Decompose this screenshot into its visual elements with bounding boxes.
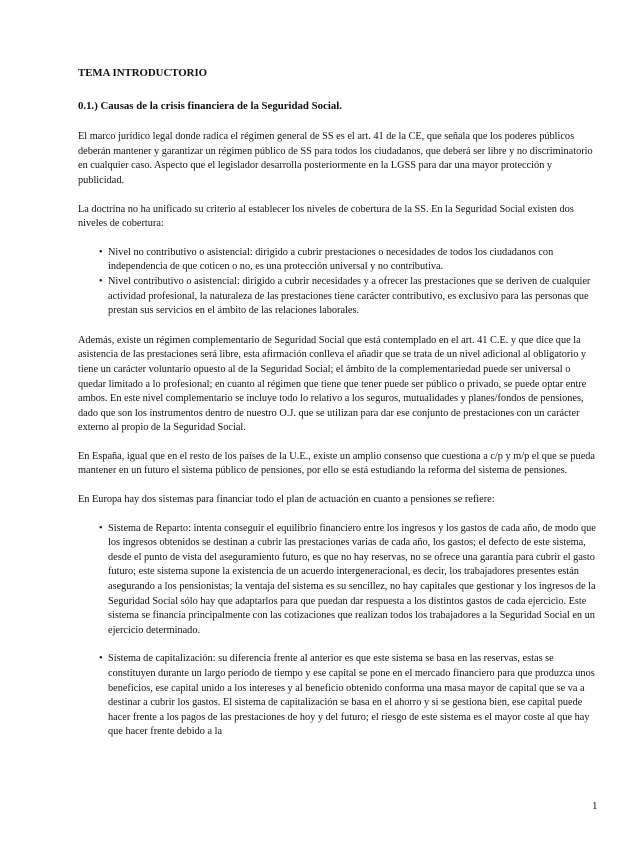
list-item-text: Nivel contributivo o asistencial: dirigido a cubrir necesidades y a ofrecer las prestaciones que se deriven de cualquier actividad profesional, la naturaleza de las prestaciones tiene carácter contributivo, es exclusivo para las personas que prestan sus servicios en el ámbito de las relaciones laborales. [108,275,591,317]
paragraph-spain-consensus: En España, igual que en el resto de los países de la U.E., existe un amplio consenso que cuestiona a c/p y m/p el que se pueda mantener en un futuro el sistema público de pensiones, por ello se está estudiando la reforma del sistema de pensiones. [78,450,595,477]
list-item [99,275,598,319]
list-item-text: Sistema de capitalización: su diferencia frente al anterior es que este sistema se basa en las reservas, estas se constituyen durante un largo período de tiempo y ese capital se pone en el mercado financiero para que produzca unos beneficios, ese capital unido a los intereses y al beneficio obtenido conforma una masa mayor de capital que se va a destinar a cubrir los gastos. El sistema de capitalización se basa en el ahorro y si se gestiona bien, ese capital puede hacer frente a los pagos de las prestaciones de hoy y del futuro; el riesgo de este sistema es el mayor coste al que hay que hacer frente debido a la [108,653,595,738]
bullet-icon: • [99,275,103,287]
list-item [99,522,598,639]
financing-systems-list [78,522,598,740]
paragraph-coverage-intro: La doctrina no ha unificado su criterio al establecer los niveles de cobertura de la SS. En la Seguridad Social existen dos niveles de cobertura: [78,203,574,230]
paragraph-legal-framework: El marco jurídico legal donde radica el régimen general de SS es el art. 41 de la CE, que señala que los poderes públicos deberán mantener y garantizar un régimen público de SS para todos los ciudadanos, que deberá ser libre y no discriminatorio en cualquier caso. Aspecto que el legislador desarrolla posteriormente en la LGSS para dar una mayor protección y publicidad. [78,131,593,186]
document-title: TEMA INTRODUCTORIO [78,67,208,79]
bullet-icon: • [99,246,103,258]
paragraph-complementary-regime: Además, existe un régimen complementario de Seguridad Social que está contemplado en el art. 41 C.E. y que dice que la asistencia de las prestaciones será libre, esta afirmación conlleva el añadir que se trata de un nivel adicional al obligatorio y tiene un carácter voluntario opuesto al de la Seguridad Social; el ámbito de la complementariedad puede ser universal o quedar limitado a lo profesional; en cuanto al régimen que tiene que tener puede ser público o privado, se puede optar entre ambos. En este nivel complementario se incluye todo lo relativo a los seguros, mutualidades y planes/fondos de pensiones, dado que son los instrumentos dentro de nuestro O.J. que se utilizan para dar ese conjunto de prestaciones con un carácter externo al propio de la Seguridad Social. [78,334,587,434]
coverage-levels-list [78,246,598,319]
bullet-icon: • [99,653,103,665]
list-item [99,246,598,275]
bullet-icon: • [99,522,103,534]
page-number: 1 [592,800,598,812]
list-item-text: Nivel no contributivo o asistencial: dirigido a cubrir prestaciones o necesidades de todos los ciudadanos con independencia de que coticen o no, es una protección universal y no contributiva. [108,246,554,273]
list-item-text: Sistema de Reparto: intenta conseguir el equilibrio financiero entre los ingresos y los gastos de cada año, de modo que los ingresos obtenidos se destinan a cubrir las prestaciones varias de cada año, los gastos; el defecto de este sistema, desde el punto de vista del aseguramiento futuro, es que no hay reservas, no se ofrece una garantía para cubrir el gasto futuro; este sistema supone la existencia de un acuerdo intergeneracional, es decir, los trabajadores presentes están asegurando a los pensionistas; la ventaja del sistema es su sencillez, no hay capitales que gestionar y los ingresos de la Seguridad Social sólo hay que adaptarlos para que puedan dar respuesta a los distintos gastos de cada ejercicio. Este sistema se financia principalmente con las cotizaciones que realizan todos los trabajadores a la Seguridad Social en un ejercicio determinado. [108,522,596,636]
document-page [78,66,598,755]
section-heading: 0.1.) Causas de la crisis financiera de la Seguridad Social. [78,99,342,112]
list-item [99,652,598,740]
paragraph-europe-systems: En Europa hay dos sistemas para financiar todo el plan de actuación en cuanto a pensiones se refiere: [78,494,495,506]
